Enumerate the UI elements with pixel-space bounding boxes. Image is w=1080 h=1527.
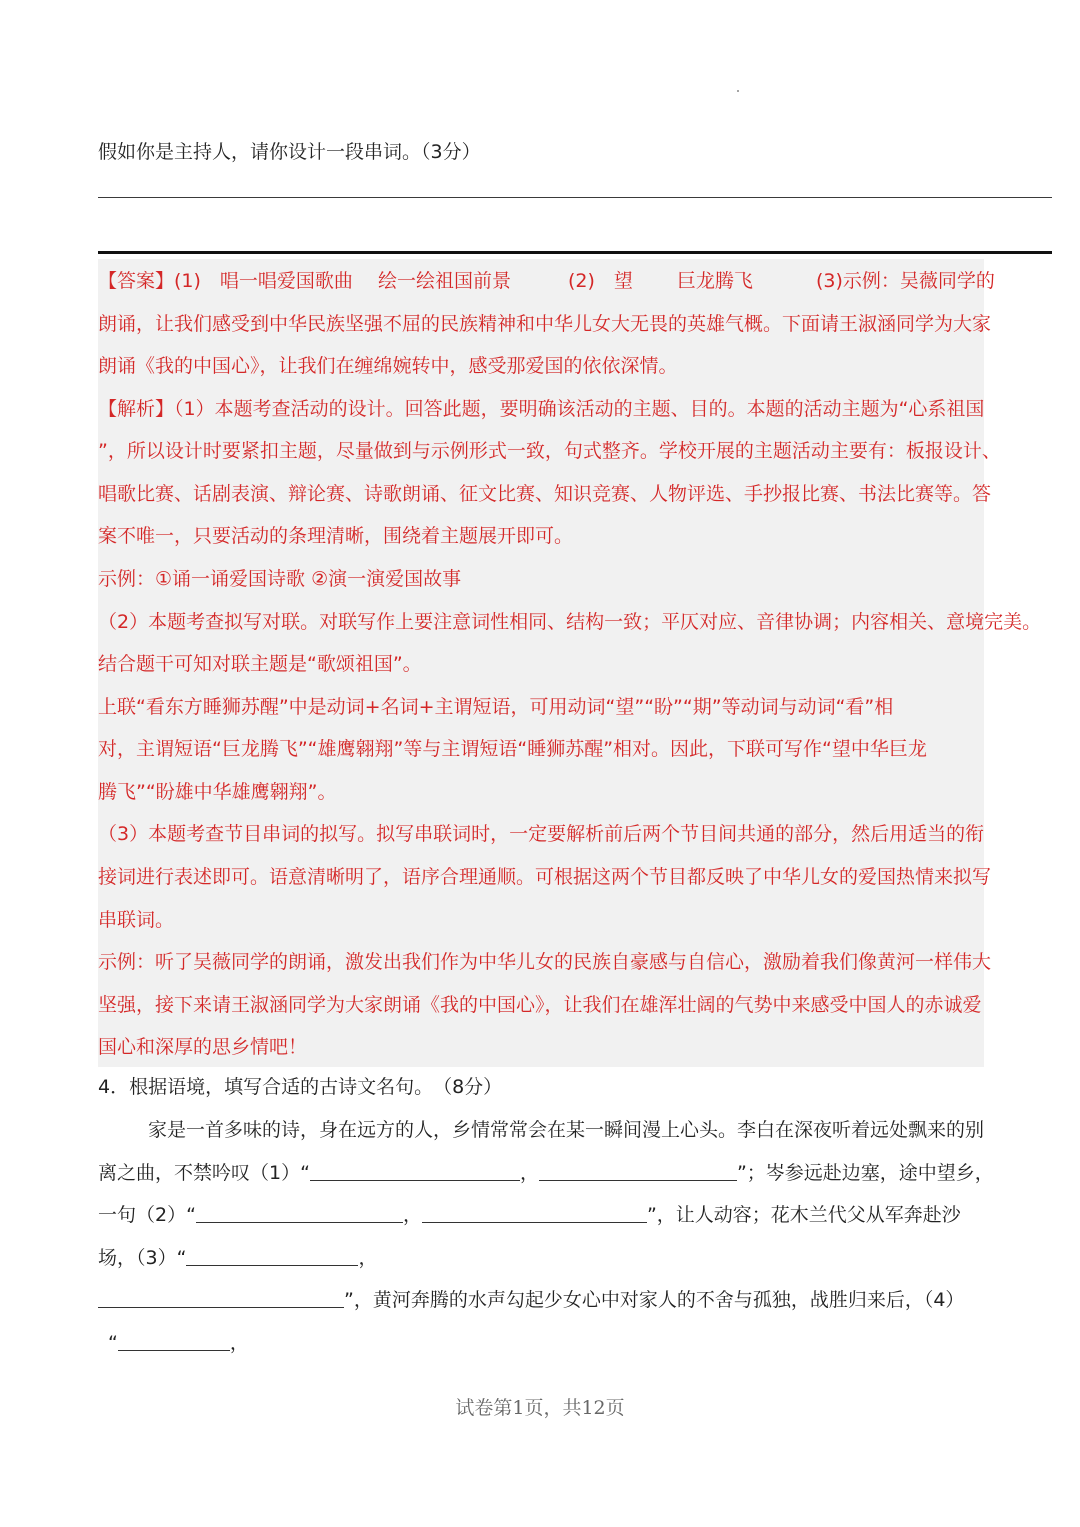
analysis-text-line: 案不唯一，只要活动的条理清晰，围绕着主题展开即可。 <box>98 525 574 547</box>
question4-text: ”，让人动容；花木兰代父从军奔赴沙 <box>646 1204 961 1226</box>
analysis-text-line: 唱歌比赛、话剧表演、辩论赛、诗歌朗诵、征文比赛、知识竞赛、人物评选、手抄报比赛、书法比赛等。答 <box>98 483 992 505</box>
analysis-text-line: 示例：①诵一诵爱国诗歌 ②演一演爱国故事 <box>98 568 462 590</box>
answer-blank-3a[interactable] <box>186 1243 358 1266</box>
answer-blank-2a[interactable] <box>196 1200 403 1223</box>
analysis-text-line: （2）本题考查拟写对联。对联写作上要注意词性相同、结构一致；平仄对应、音律协调；内容相关、意境完美。 <box>98 611 1042 633</box>
analysis-text-line: 串联词。 <box>98 909 175 931</box>
answer-text-line: 朗诵《我的中国心》，让我们在缠绵婉转中，感受那爱国的依依深情。 <box>98 355 678 377</box>
analysis-text-line: 示例：听了吴薇同学的朗诵，激发出我们作为中华儿女的民族自豪感与自信心，激励着我们像黄河一样伟大 <box>98 951 992 973</box>
question4-text: “ <box>108 1332 118 1354</box>
answer-line-1 <box>98 197 1052 198</box>
page-footer: 试卷第1页，共12页 <box>455 1397 625 1419</box>
analysis-text-line: 对，主谓短语“巨龙腾飞”“雄鹰翱翔”等与主谓短语“睡狮苏醒”相对。因此，下联可写作“望中华巨龙 <box>98 738 927 760</box>
question4-text-line: “ ， <box>108 1322 249 1364</box>
analysis-text-line: ”，所以设计时要紧扣主题，尽量做到与示例形式一致，句式整齐。学校开展的主题活动主要有：板报设计、 <box>98 440 1001 462</box>
answer-blank-2b[interactable] <box>422 1200 647 1223</box>
answer-blank-4a[interactable] <box>118 1328 230 1351</box>
answer-block <box>98 259 1042 1067</box>
answer-text-line: 朗诵，让我们感受到中华民族坚强不屈的民族精神和中华儿女大无畏的英雄气概。下面请王淑涵同学为大家 <box>98 313 992 335</box>
answer-text-line: 【答案】(1) 唱一唱爱国歌曲 绘一绘祖国前景 (2) 望 巨龙腾飞 (3)示例：吴薇同学的 <box>98 270 995 292</box>
scan-speck <box>737 90 739 92</box>
analysis-text-line: 坚强，接下来请王淑涵同学为大家朗诵《我的中国心》，让我们在雄浑壮阔的气势中来感受中国人的赤诚爱 <box>98 994 982 1016</box>
analysis-text-line: 国心和深厚的思乡情吧！ <box>98 1036 308 1058</box>
analysis-text-line: （3）本题考查节目串词的拟写。拟写串联词时，一定要解析前后两个节目间共通的部分，然后用适当的衔 <box>98 823 985 845</box>
analysis-text-line: 腾飞”“盼雄中华雄鹰翱翔”。 <box>98 781 337 803</box>
analysis-text-line: 接词进行表述即可。语意清晰明了，语序合理通顺。可根据这两个节目都反映了中华儿女的爱国热情来拟写 <box>98 866 992 888</box>
question4-text: 场，（3）“ <box>98 1247 187 1269</box>
answer-line-2 <box>98 251 1052 254</box>
question4-text-line <box>98 1279 964 1321</box>
question4-text: 一句（2）“ <box>98 1204 196 1226</box>
question4-text-line: 场，（3）“ ， <box>98 1237 377 1279</box>
answer-blank-3b[interactable] <box>98 1285 344 1308</box>
question4-title: 4．根据语境，填写合适的古诗文名句。 （8分） <box>98 1076 503 1098</box>
question4-text: ”，黄河奔腾的水声勾起少女心中对家人的不舍与孤独，战胜归来后，（4） <box>344 1289 965 1311</box>
question-prompt: 假如你是主持人，请你设计一段串词。（3分） <box>98 141 481 163</box>
analysis-text-line: 【解析】（1）本题考查活动的设计。回答此题，要明确该活动的主题、目的。本题的活动主题为“心系祖国 <box>98 398 985 420</box>
question4-text-line: 家是一首多味的诗，身在远方的人，乡情常常会在某一瞬间漫上心头。李白在深夜听着远处飘来的别 <box>148 1119 985 1141</box>
question4-text: ”；岑参远赴边塞，途中望乡， <box>736 1162 994 1184</box>
answer-blank-1b[interactable] <box>539 1158 737 1181</box>
question4-text-line: 离之曲，不禁吟叹（1）“ ， ”；岑参远赴边塞，途中望乡， <box>98 1152 994 1194</box>
answer-blank-1a[interactable] <box>310 1158 520 1181</box>
analysis-text-line: 结合题干可知对联主题是“歌颂祖国”。 <box>98 653 422 675</box>
question4-text-line: 一句（2）“ ， ”，让人动容；花木兰代父从军奔赴沙 <box>98 1194 961 1236</box>
question4-text: 离之曲，不禁吟叹（1）“ <box>98 1162 310 1184</box>
analysis-text-line: 上联“看东方睡狮苏醒”中是动词+名词+主谓短语，可用动词“望”“盼”“期”等动词与动词“看”相 <box>98 696 894 718</box>
